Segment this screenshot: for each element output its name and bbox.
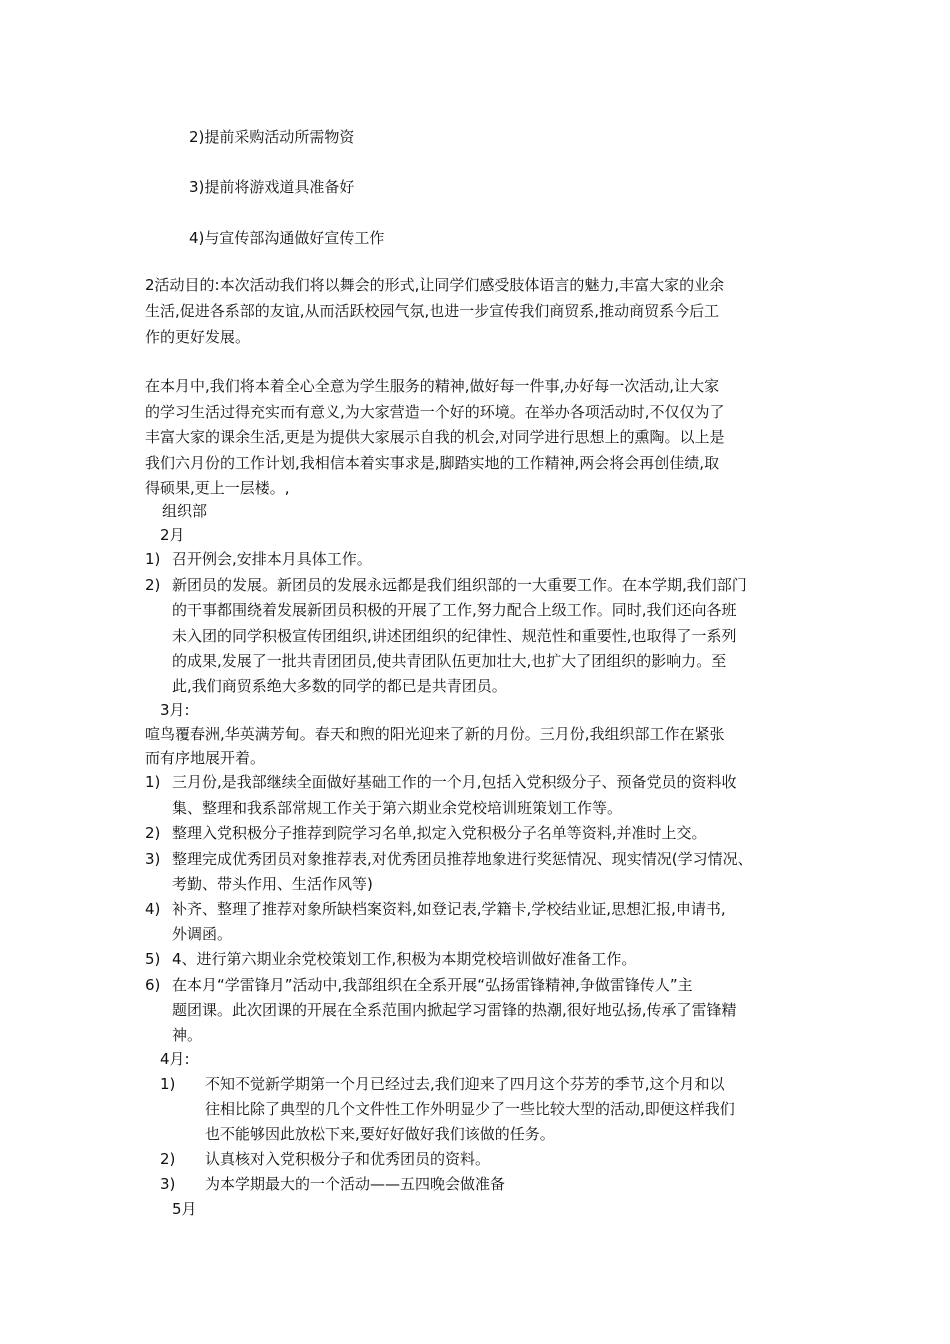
list-item-line: 整理入党积极分子推荐到院学习名单,拟定入党积极分子名单等资料,并准时上交。 [172,824,707,842]
list-item-line: 认真核对入党积极分子和优秀团员的资料。 [205,1150,491,1168]
list-number: 2) [160,1150,176,1168]
list-number: 5) [145,950,161,968]
summary-line: 的学习生活过得充实而有意义,为大家营造一个好的环境。在举办各项活动时,不仅仅为了 [145,403,725,421]
list-item-line: 考勤、带头作用、生活作风等) [172,875,373,893]
list-item-line: 未入团的同学积极宣传团组织,讲述团组织的纪律性、规范性和重要性,也取得了一系列 [172,627,737,645]
list-number: 6) [145,976,161,994]
list-item-line: 整理完成优秀团员对象推荐表,对优秀团员推荐地象进行奖惩情况、现实情况(学习情况、 [172,850,753,868]
month-heading-may: 5月 [172,1200,197,1218]
list-number: 1) [145,550,161,568]
purpose-line: 2活动目的:本次活动我们将以舞会的形式,让同学们感受肢体语言的魅力,丰富大家的业余 [145,276,725,294]
month-heading-apr: 4月: [160,1050,190,1068]
list-item-line: 召开例会,安排本月具体工作。 [172,550,372,568]
prep-item: 3)提前将游戏道具准备好 [189,178,355,196]
list-item-line: 新团员的发展。新团员的发展永远都是我们组织部的一大重要工作。在本学期,我们部门 [172,576,747,594]
list-item-line: 补齐、整理了推荐对象所缺档案资料,如登记表,学籍卡,学校结业证,思想汇报,申请书, [172,900,726,918]
list-item-line: 题团课。此次团课的开展在全系范围内掀起学习雷锋的热潮,很好地弘扬,传承了雷锋精 [172,1001,737,1019]
month-heading-feb: 2月 [160,526,185,544]
list-number: 4) [145,900,161,918]
list-item-line: 神。 [172,1026,203,1044]
list-item-line: 也不能够因此放松下来,要好好做好我们该做的任务。 [205,1125,555,1143]
list-item-line: 不知不觉新学期第一个月已经过去,我们迎来了四月这个芬芳的季节,这个月和以 [205,1075,725,1093]
summary-line: 丰富大家的课余生活,更是为提供大家展示自我的机会,对同学进行思想上的熏陶。以上是 [145,428,725,446]
list-number: 1) [160,1075,176,1093]
department-title: 组织部 [162,502,208,520]
list-item-line: 三月份,是我部继续全面做好基础工作的一个月,包括入党积级分子、预备党员的资料收 [172,773,737,791]
list-item-line: 此,我们商贸系绝大多数的同学的都已是共青团员。 [172,677,507,695]
prep-item: 2)提前采购活动所需物资 [189,128,355,146]
summary-line: 我们六月份的工作计划,我相信本着实事求是,脚踏实地的工作精神,两会将会再创佳绩,取 [145,454,720,472]
intro-line: 喧鸟覆春洲,华英满芳甸。春天和煦的阳光迎来了新的月份。三月份,我组织部工作在紧张 [145,725,725,743]
purpose-line: 作的更好发展。 [145,328,251,346]
list-item-line: 的干事都围绕着发展新团员积极的开展了工作,努力配合上级工作。同时,我们还向各班 [172,601,737,619]
list-item-line: 往相比除了典型的几个文件性工作外明显少了一些比较大型的活动,即便这样我们 [205,1100,735,1118]
intro-line: 而有序地展开着。 [145,749,266,767]
prep-item: 4)与宣传部沟通做好宣传工作 [189,229,385,247]
month-heading-mar: 3月: [160,701,190,719]
list-item-line: 在本月“学雷锋月”活动中,我部组织在全系开展“弘扬雷锋精神,争做雷锋传人”主 [172,976,693,994]
list-item-line: 集、整理和我系部常规工作关于第六期业余党校培训班策划工作等。 [172,799,623,817]
list-number: 3) [145,850,161,868]
purpose-line: 生活,促进各系部的友谊,从而活跃校园气氛,也进一步宣传我们商贸系,推动商贸系今后工 [145,302,720,320]
list-number: 2) [145,576,161,594]
list-item-line: 为本学期最大的一个活动——五四晚会做准备 [205,1175,506,1193]
list-number: 2) [145,824,161,842]
list-number: 1) [145,773,161,791]
summary-line: 在本月中,我们将本着全心全意为学生服务的精神,做好每一件事,办好每一次活动,让大家 [145,377,720,395]
list-item-line: 的成果,发展了一批共青团团员,使共青团队伍更加壮大,也扩大了团组织的影响力。至 [172,652,727,670]
list-number: 3) [160,1175,176,1193]
list-item-line: 4、进行第六期业余党校策划工作,积极为本期党校培训做好准备工作。 [172,950,637,968]
summary-line: 得硕果,更上一层楼。, [145,479,290,497]
list-item-line: 外调函。 [172,925,233,943]
